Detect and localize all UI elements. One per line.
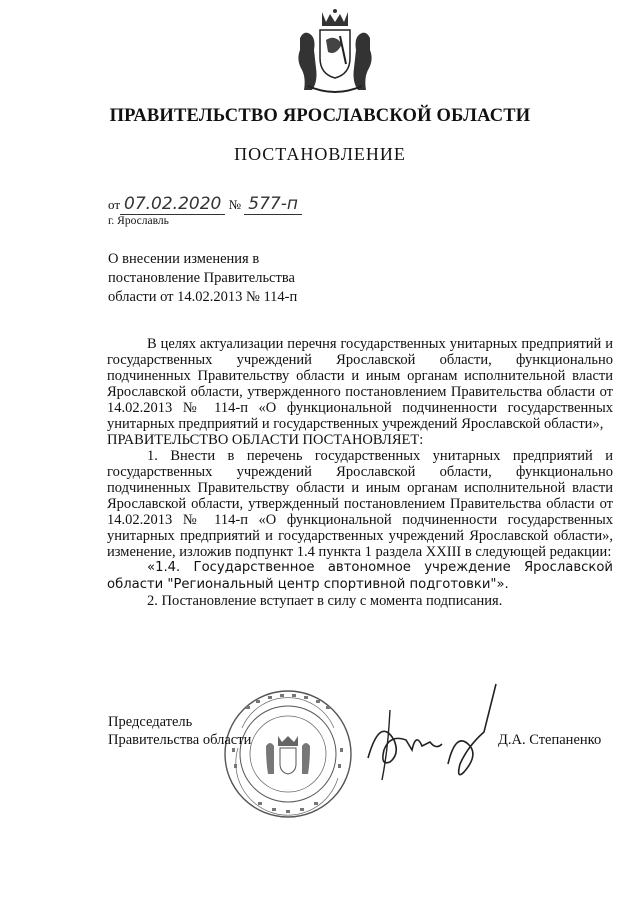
item-1-quote: «1.4. Государственное автономное учреждение Ярославской области "Региональный центр спортивной подготовки"». [107, 560, 613, 592]
item-2-paragraph: 2. Постановление вступает в силу с момента подписания. [147, 593, 503, 609]
date-number-line [108, 194, 302, 214]
document-body [107, 336, 613, 609]
date-prefix: от [108, 197, 121, 212]
decree-line: ПРАВИТЕЛЬСТВО ОБЛАСТИ ПОСТАНОВЛЯЕТ: [107, 432, 424, 448]
subject-line: постановление Правительства [108, 270, 295, 286]
position-line: Председатель [108, 714, 193, 730]
subject-line: О внесении изменения в [108, 251, 260, 267]
handwritten-signature [360, 680, 500, 790]
document-date: 07.02.2020 [120, 194, 225, 215]
subject-line: области от 14.02.2013 № 114-п [108, 289, 298, 305]
item-1-paragraph: 1. Внести в перечень государственных унитарных предприятий и государственных учреждений Ярославской области, функционально подчиненных Правительству области и иным органам исполнительной власти Ярославской области, утвержденный постановлением Правительства области от 14.02.2013 № 114-п «О функциональной подчиненности государственных унитарных предприятий и государственных учреждений Ярославской области», изменение, изложив подпункт 1.4 пункта 1 раздела XXIII в следующей редакции: [107, 448, 613, 560]
position-line: Правительства области [108, 732, 252, 748]
signatory-position [108, 713, 251, 749]
government-title: ПРАВИТЕЛЬСТВО ЯРОСЛАВСКОЙ ОБЛАСТИ [109, 106, 531, 126]
document-type: ПОСТАНОВЛЕНИЕ [234, 144, 406, 164]
document-number: 577-п [244, 194, 302, 215]
official-seal-stamp [222, 688, 354, 820]
document-subject [108, 250, 348, 307]
number-prefix: № [228, 197, 242, 212]
city: г. Ярославль [108, 215, 169, 227]
coat-of-arms-icon [290, 8, 380, 96]
preamble-paragraph: В целях актуализации перечня государственных унитарных предприятий и государственных учреждений Ярославской области, функционально подчиненных Правительству области и иным органам исполнительной власти Ярославской области, утвержденного постановлением Правительства области от 14.02.2013 № 114-п «О функциональной подчиненности государственных унитарных предприятий и государственных учреждений Ярославской области», [107, 336, 613, 432]
signatory-name: Д.А. Степаненко [498, 732, 602, 748]
